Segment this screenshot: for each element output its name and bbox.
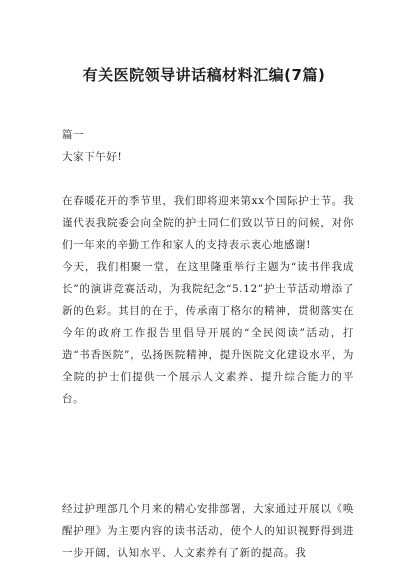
paragraph-text: 在春暖花开的季节里，我们即将迎来第xx个国际护士节。我谨代表我院委会向全院的护士同仁们致以节日的问候，对你们一年来的辛勤工作和家人的支持表示衷心地感谢! — [62, 195, 354, 251]
paragraph-1 — [62, 190, 354, 256]
document-title: 有关医院领导讲话稿材料汇编(7篇) — [82, 66, 326, 84]
section-label: 篇一 — [62, 129, 85, 141]
paragraph-text: 今天，我们相聚一堂，在这里隆重举行主题为“读书伴我成长”的演讲竞赛活动，为我院纪念“5.12”护士节活动增添了新的色彩。其目的在于，传承南丁格尔的精神，贯彻落实在今年的政府工作报告里倡导开展的“全民阅读”活动，打造“书香医院”，弘扬医院精神，提升医院文化建设水平，为全院的护士们提供一个展示人文素养、提升综合能力的平台。 — [62, 261, 354, 405]
greeting-text: 大家下午好! — [62, 151, 123, 163]
paragraph-2 — [62, 256, 354, 410]
paragraph-3 — [62, 498, 354, 564]
paragraph-text: 经过护理部几个月来的精心安排部署，大家通过开展以《唤醒护理》为主要内容的读书活动，使个人的知识视野得到进一步开阔，认知水平、人文素养有了新的提高。我 — [62, 503, 354, 559]
